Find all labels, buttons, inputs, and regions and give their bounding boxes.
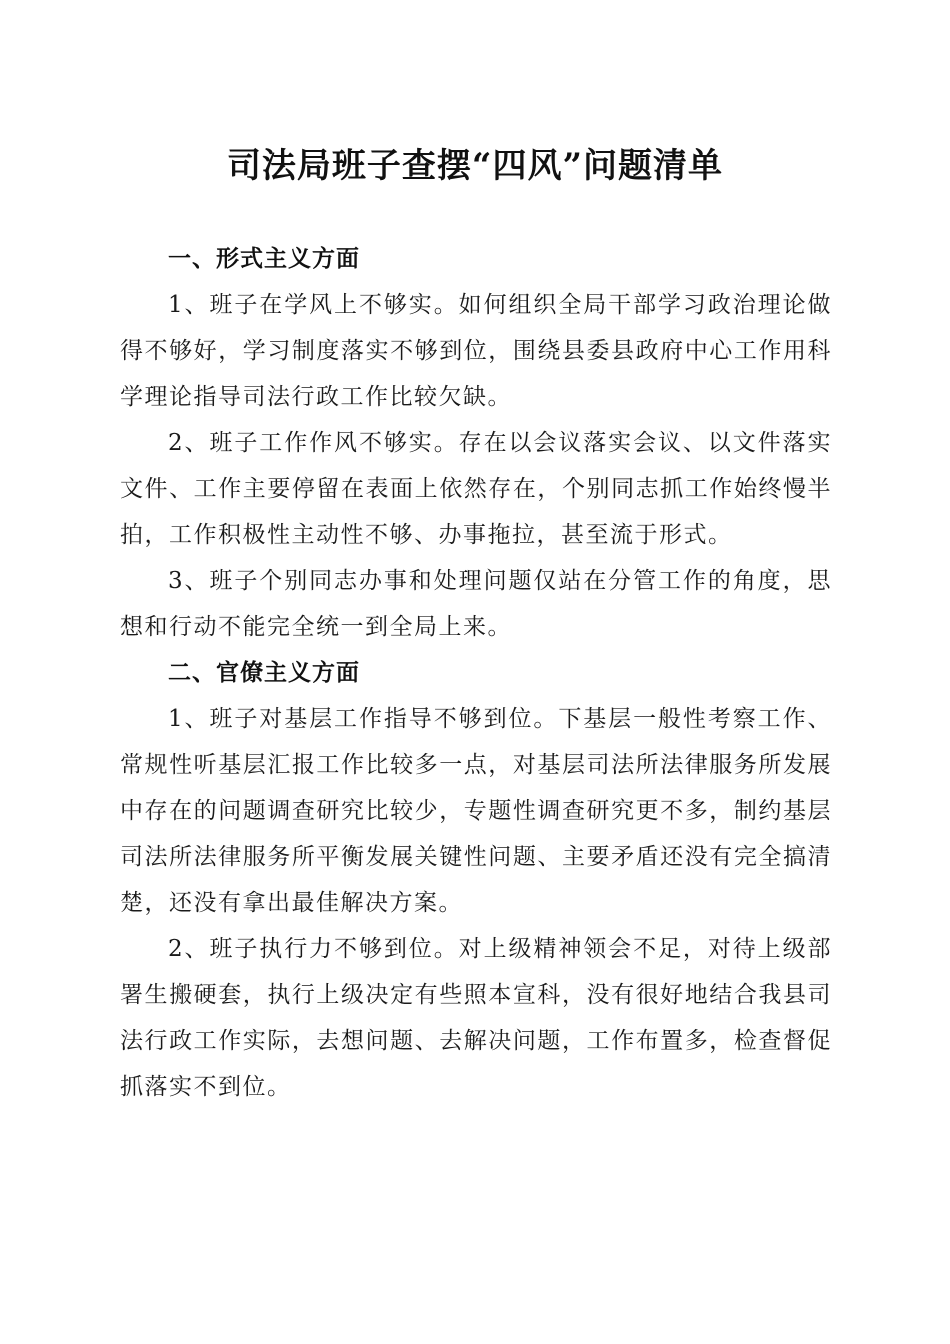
paragraph: 3、班子个别同志办事和处理问题仅站在分管工作的角度，思想和行动不能完全统一到全局上来。: [120, 568, 832, 640]
paragraph: 2、班子工作作风不够实。存在以会议落实会议、以文件落实文件、工作主要停留在表面上依然存在，个别同志抓工作始终慢半拍，工作积极性主动性不够、办事拖拉，甚至流于形式。: [120, 430, 832, 548]
section-heading-bureaucracy: 二、官僚主义方面: [168, 660, 360, 686]
document-body: [120, 236, 832, 1110]
paragraph: 1、班子在学风上不够实。如何组织全局干部学习政治理论做得不够好，学习制度落实不够到位，围绕县委县政府中心工作用科学理论指导司法行政工作比较欠缺。: [120, 292, 832, 410]
section-heading-formalism: 一、形式主义方面: [168, 246, 360, 272]
document-title: 司法局班子查摆“四风”问题清单: [226, 146, 724, 186]
paragraph: 1、班子对基层工作指导不够到位。下基层一般性考察工作、常规性听基层汇报工作比较多一点，对基层司法所法律服务所发展中存在的问题调查研究比较少，专题性调查研究更不多，制约基层司法所法律服务所平衡发展关键性问题、主要矛盾还没有完全搞清楚，还没有拿出最佳解决方案。: [120, 706, 832, 916]
paragraph: 2、班子执行力不够到位。对上级精神领会不足，对待上级部署生搬硬套，执行上级决定有些照本宣科，没有很好地结合我县司法行政工作实际，去想问题、去解决问题，工作布置多，检查督促抓落实不到位。: [120, 936, 832, 1100]
